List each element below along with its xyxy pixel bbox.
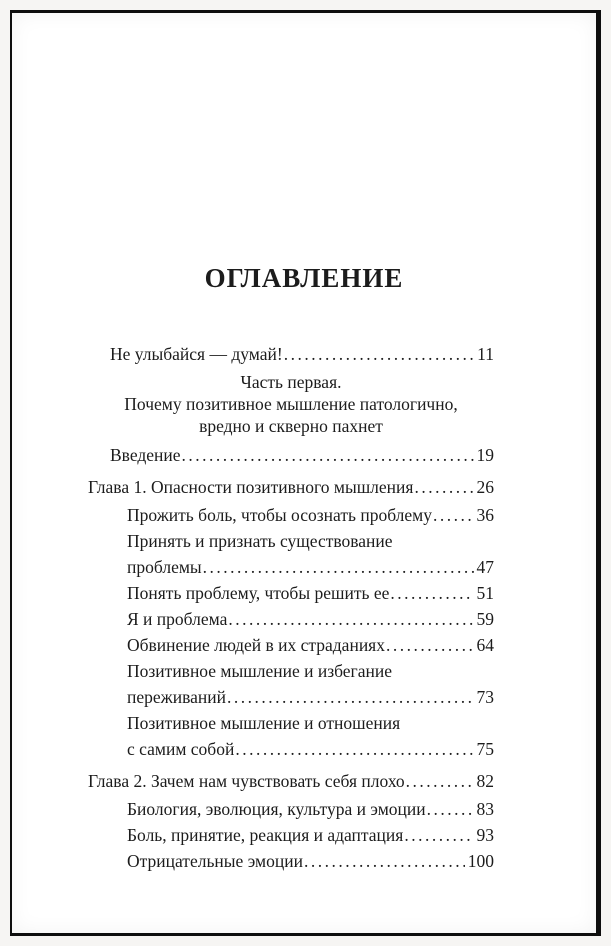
toc-entry-label: Отрицательные эмоции: [127, 851, 303, 871]
toc-entry: [127, 632, 494, 658]
dot-leader: [427, 796, 474, 822]
toc-entry-label: Обвинение людей в их страданиях: [127, 635, 385, 655]
toc-entry: [127, 606, 494, 632]
toc-entry-page: 51: [476, 583, 494, 603]
book-page: [10, 10, 601, 936]
toc-entry-label: Не улыбайся — думай!: [110, 344, 283, 364]
dot-leader: [404, 822, 473, 848]
dot-leader: [414, 474, 473, 500]
toc-entry: [110, 442, 494, 468]
toc-entry-label: Прожить боль, чтобы осознать проблему: [127, 505, 433, 525]
dot-leader: [386, 632, 474, 658]
toc-entry: [127, 502, 494, 528]
dot-leader: [227, 684, 473, 710]
part-heading-line: Почему позитивное мышление патологично,: [124, 394, 458, 414]
toc-entry: [127, 710, 494, 736]
toc-entry: [127, 528, 494, 554]
toc-entry-page: 93: [476, 825, 494, 845]
toc-entry-page: 19: [476, 445, 494, 465]
toc-entry: [127, 848, 494, 874]
dot-leader: [304, 848, 465, 874]
toc-entry-label: Понять проблему, чтобы решить ее: [127, 583, 390, 603]
toc-entry-page: 26: [476, 477, 494, 497]
toc-entry-page: 82: [476, 771, 494, 791]
toc-entry-page: 64: [476, 635, 494, 655]
toc-entry-continuation: [127, 554, 494, 580]
toc-entry: [127, 658, 494, 684]
dot-leader: [390, 580, 473, 606]
toc-entry: [127, 822, 494, 848]
toc-entry-page: 59: [476, 609, 494, 629]
toc-entry-label: Боль, принятие, реакция и адаптация: [127, 825, 404, 845]
toc-entry-label: Биология, эволюция, культура и эмоции: [127, 799, 426, 819]
toc-entry-page: 75: [476, 739, 494, 759]
dot-leader: [182, 442, 474, 468]
part-heading-line: вредно и скверно пахнет: [199, 416, 383, 436]
part-heading-line: Часть первая.: [240, 372, 342, 392]
toc-entry-label: Принять и признать существование: [127, 531, 393, 551]
toc-entry-page: 36: [476, 505, 494, 525]
dot-leader: [433, 502, 473, 528]
toc-entry: [110, 341, 494, 367]
toc-entry-continuation: [127, 684, 494, 710]
toc-entry-page: 73: [476, 687, 494, 707]
dot-leader: [406, 768, 474, 794]
toc-entry-label: Я и проблема: [127, 609, 228, 629]
toc-entry-label: Позитивное мышление и отношения: [127, 713, 401, 733]
toc-entry-label: с самим собой: [127, 739, 235, 759]
toc-entry-label: Введение: [110, 445, 181, 465]
part-heading: [88, 371, 494, 437]
toc-entry-label: Позитивное мышление и избегание: [127, 661, 392, 681]
toc-entry-page: 100: [467, 851, 494, 871]
toc-entry-page: 11: [477, 344, 494, 364]
toc-chapter-entry: [88, 474, 494, 500]
toc-entry-label: переживаний: [127, 687, 227, 707]
dot-leader: [228, 606, 473, 632]
toc-chapter-entry: [88, 768, 494, 794]
dot-leader: [284, 341, 474, 367]
toc-entry-label: проблемы: [127, 557, 202, 577]
table-of-contents: [88, 341, 494, 874]
dot-leader: [235, 736, 473, 762]
toc-entry-label: Глава 1. Опасности позитивного мышления: [88, 477, 414, 497]
toc-entry: [127, 796, 494, 822]
toc-entry-page: 83: [476, 799, 494, 819]
toc-entry: [127, 580, 494, 606]
toc-entry-page: 47: [476, 557, 494, 577]
toc-entry-label: Глава 2. Зачем нам чувствовать себя плохо: [88, 771, 405, 791]
dot-leader: [203, 554, 474, 580]
toc-entry-continuation: [127, 736, 494, 762]
page-title: ОГЛАВЛЕНИЕ: [204, 263, 404, 293]
